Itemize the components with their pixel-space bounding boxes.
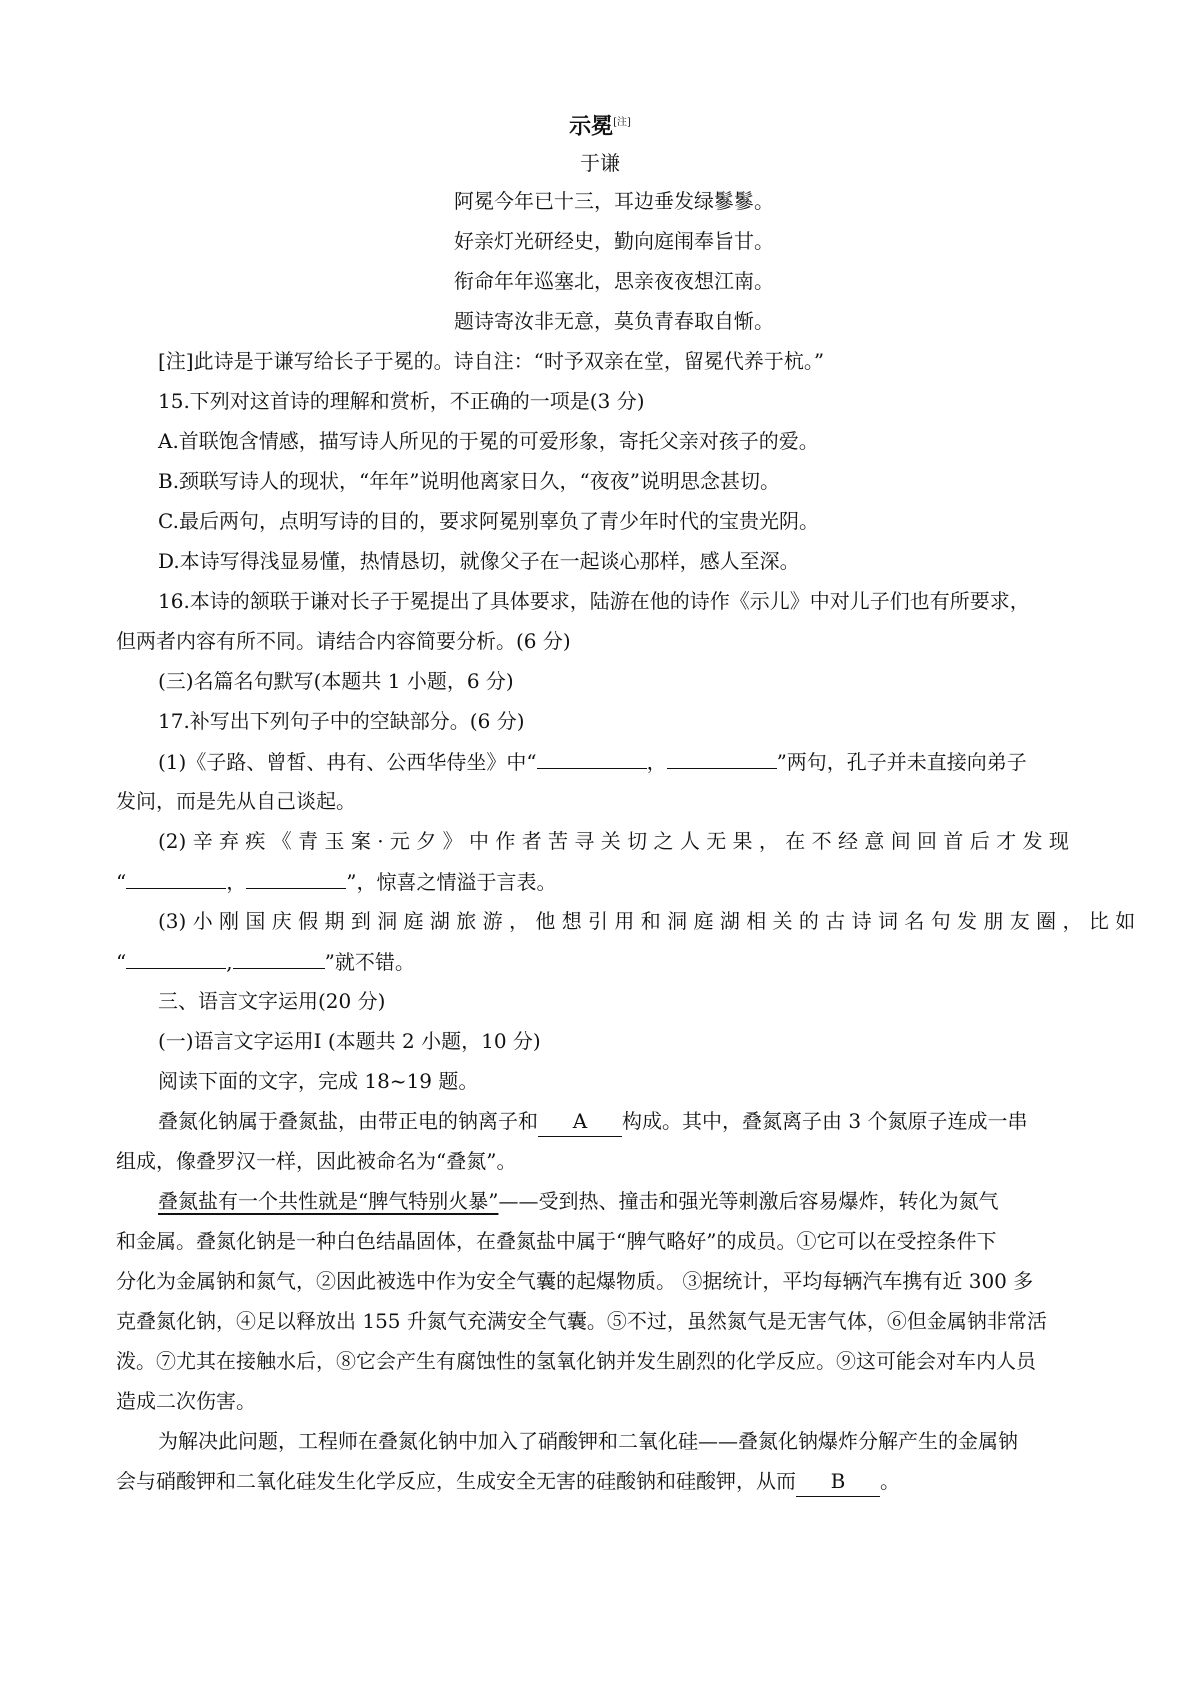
para2-line-5: 泼。⑦尤其在接触水后，⑧它会产生有腐蚀性的氢氧化钠并发生剧烈的化学反应。⑨这可能会对车内人员 (116, 1349, 1036, 1373)
note-marker: [注] (613, 117, 631, 128)
poem-title (0, 108, 1200, 141)
poem-line-2: 好亲灯光研经史，勤向庭闱奉旨甘。 (454, 229, 774, 253)
answer-blank (537, 746, 647, 769)
blank-a: A (538, 1106, 622, 1137)
q16-line-2: 但两者内容有所不同。请结合内容简要分析。(6 分) (116, 629, 571, 653)
answer-blank (126, 946, 226, 969)
q17-stem: 17.补写出下列句子中的空缺部分。(6 分) (158, 709, 525, 733)
q17-sentence-3: (3) 小 刚 国 庆 假 期 到 洞 庭 湖 旅 游 ， 他 想 引 用 和 洞 庭 湖 相 关 的 古 诗 词 名 句 发 朋 友 圈 ， 比 如 (158, 909, 1136, 933)
poem-author: 于谦 (580, 151, 620, 175)
blank-b: B (796, 1466, 880, 1497)
q17-sentence-1 (158, 746, 1096, 777)
poem-note: [注]此诗是于谦写给长子于冕的。诗自注：“时予双亲在堂，留冕代养于杭。” (158, 349, 825, 373)
para1-text-b: 构成。其中，叠氮离子由 3 个氮原子连成一串 (622, 1109, 1028, 1133)
q17-s1-text-b: ”两句，孔子并未直接向弟子 (776, 750, 1027, 774)
answer-blank (233, 946, 325, 969)
para3-line-2 (116, 1466, 1096, 1497)
poem-line-3: 衔命年年巡塞北，思亲夜夜想江南。 (454, 269, 774, 293)
q17-s1-comma: ， (646, 750, 667, 774)
poem-title-text: 示冕 (569, 113, 614, 140)
para1-text-a: 叠氮化钠属于叠氮盐，由带正电的钠离子和 (158, 1109, 538, 1133)
reading-instruction: 阅读下面的文字，完成 18~19 题。 (158, 1069, 479, 1093)
answer-blank (126, 866, 226, 889)
q17-sentence-2-cont (116, 866, 1096, 897)
q17-s3-open: “ (116, 950, 127, 974)
para2-line-3: 分化为金属钠和氮气，②因此被选中作为安全气囊的起爆物质。 ③据统计，平均每辆汽车携有近 300 多 (116, 1269, 1034, 1293)
para3-line-1: 为解决此问题，工程师在叠氮化钠中加入了硝酸钾和二氧化硅——叠氮化钠爆炸分解产生的金属钠 (158, 1429, 1018, 1453)
q16-line-1: 16.本诗的颔联于谦对长子于冕提出了具体要求，陆游在他的诗作《示儿》中对儿子们也有所要求， (158, 589, 1030, 613)
para2-line-4: 克叠氮化钠，④足以释放出 155 升氮气充满安全气囊。⑤不过，虽然氮气是无害气体，⑥但金属钠非常活 (116, 1309, 1047, 1333)
para3-text-a: 会与硝酸钾和二氧化硅发生化学反应，生成安全无害的硅酸钠和硅酸钾，从而 (116, 1469, 796, 1493)
para2-line-2: 和金属。叠氮化钠是一种白色结晶固体，在叠氮盐中属于“脾气略好”的成员。①它可以在受控条件下 (116, 1229, 997, 1253)
q15-option-a: A.首联饱含情感，描写诗人所见的于冕的可爱形象，寄托父亲对孩子的爱。 (158, 429, 819, 453)
answer-blank (246, 866, 346, 889)
para2-line-6: 造成二次伤害。 (116, 1389, 256, 1413)
q15-stem: 15.下列对这首诗的理解和赏析，不正确的一项是(3 分) (158, 389, 645, 413)
section-heading: (三)名篇名句默写(本题共 1 小题，6 分) (158, 669, 514, 693)
poem-line-4: 题诗寄汝非无意，莫负青春取自惭。 (454, 309, 774, 333)
q17-s2-comma: ， (226, 870, 247, 894)
q17-s1-text-a: (1)《子路、曾皙、冉有、公西华侍坐》中“ (158, 750, 537, 774)
q17-s3-comma: , (226, 950, 233, 974)
para1-line-1 (158, 1106, 1096, 1137)
answer-blank (667, 746, 777, 769)
para1-line-2: 组成，像叠罗汉一样，因此被命名为“叠氮”。 (116, 1149, 517, 1173)
q17-s2-close: ”，惊喜之情溢于言表。 (346, 870, 557, 894)
poem-line-1: 阿冕今年已十三，耳边垂发绿鬖鬖。 (454, 189, 774, 213)
q15-option-d: D.本诗写得浅显易懂，热情恳切，就像父子在一起谈心那样，感人至深。 (158, 549, 800, 573)
para2-l1-rest: ——受到热、撞击和强光等刺激后容易爆炸，转化为氮气 (498, 1189, 999, 1213)
q17-sentence-3-cont (116, 946, 1096, 977)
para2-line-1 (158, 1186, 1096, 1216)
q17-sentence-1-cont: 发问，而是先从自己谈起。 (116, 789, 356, 813)
para3-text-b: 。 (880, 1469, 900, 1493)
q17-s3-close: ”就不错。 (324, 950, 415, 974)
q17-sentence-2: (2) 辛 弃 疾 《 青 玉 案 · 元 夕 》 中 作 者 苦 寻 关 切 之 人 无 果 ， 在 不 经 意 间 回 首 后 才 发 现 (158, 829, 1069, 853)
q17-s2-open: “ (116, 870, 127, 894)
q15-option-c: C.最后两句，点明写诗的目的，要求阿冕别辜负了青少年时代的宝贵光阴。 (158, 509, 819, 533)
q15-option-b: B.颈联写诗人的现状，“年年”说明他离家日久，“夜夜”说明思念甚切。 (158, 469, 780, 493)
part-heading: 三、语言文字运用(20 分) (158, 989, 386, 1013)
underlined-sentence: 叠氮盐有一个共性就是“脾气特别火暴” (158, 1189, 499, 1213)
subsection-heading: (一)语言文字运用Ⅰ (本题共 2 小题，10 分) (158, 1029, 541, 1053)
